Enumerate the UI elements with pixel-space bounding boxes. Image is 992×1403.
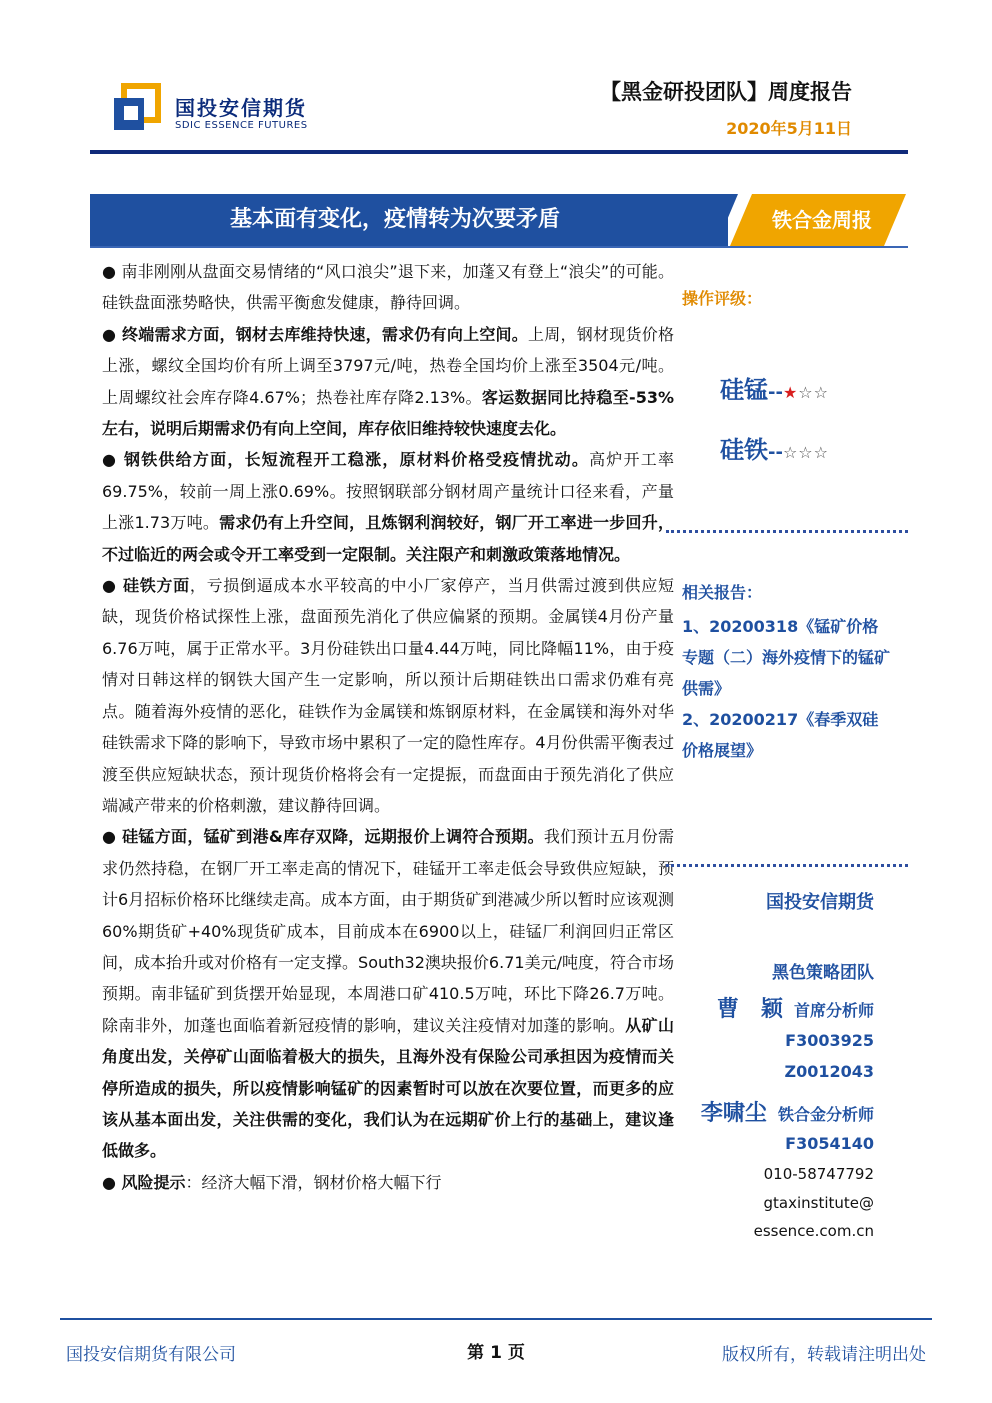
logo-en-text: SDIC ESSENCE FUTURES (175, 120, 308, 131)
risk-heading: ● 风险提示 (102, 1172, 186, 1192)
analyst-2 (701, 1096, 874, 1127)
report-body (102, 256, 674, 1198)
paragraph-demand (102, 319, 674, 445)
paragraph-silicomanganese (102, 821, 674, 1166)
product-dash: -- (768, 382, 783, 403)
report-date: 2020年5月11日 (726, 119, 852, 138)
silicomanganese-text: 我们预计五月份需求仍然持稳，在钢厂开工率走高的情况下，硅锰开工率走低会导致供应短缺，预计6月招标价格环比继续走高。成本方面，由于期货矿到港减少所以暂时应该观测60%期货矿+40%现货矿成本，目前成本在6900以上，硅锰厂利润回归正常区间，成本抬升或对价格有一定支撑。South32澳块报价6.71美元/吨度，符合市场预期。南非锰矿到货摆开始显现，本周港口矿410.5万吨，环比下降26.7万吨。除南非外，加蓬也面临着新冠疫情的影响，建议关注疫情对加蓬的影响。 (102, 827, 674, 1035)
banner-tag: 铁合金周报 (772, 208, 872, 232)
related-report-2[interactable]: 2、20200217《春季双硅价格展望》 (682, 710, 879, 760)
related-reports-heading: 相关报告： (682, 583, 763, 602)
contact-phone: 010-58747792 (763, 1165, 874, 1183)
ferrosilicon-heading: ● 硅铁方面 (102, 576, 190, 596)
risk-text: ：经济大幅下滑，钢材价格大幅下行 (185, 1172, 442, 1192)
company-logo (110, 82, 162, 134)
analyst-1-id1: F3003925 (785, 1031, 874, 1050)
product-name: 硅锰 (720, 376, 768, 404)
team-name: 黑色策略团队 (772, 963, 874, 983)
contact-email-line1[interactable]: gtaxinstitute@ (763, 1194, 874, 1212)
footer-copyright: 版权所有，转载请注明出处 (722, 1345, 926, 1365)
header-rule (90, 150, 908, 154)
demand-text: 上周，钢材现货价格上涨，螺纹全国均价有所上调至3797元/吨，热卷全国均价上涨至3504元/吨。上周螺纹社会库存降4.67%；热卷社库存降2.13%。 (102, 324, 674, 407)
footer-rule (60, 1318, 932, 1320)
analyst-1-id2: Z0012043 (784, 1062, 874, 1081)
supply-heading: ● 钢铁供给方面，长短流程开工稳涨，原材料价格受疫情扰动。 (102, 450, 590, 470)
report-title: 【黑金研投团队】周度报告 (600, 80, 852, 104)
silicomanganese-heading: ● 硅锰方面，锰矿到港&库存双降，远期报价上调符合预期。 (102, 827, 544, 847)
paragraph-risk (102, 1167, 674, 1198)
paragraph-ferrosilicon (102, 570, 674, 821)
analyst-1 (717, 992, 874, 1023)
analyst-2-id: F3054140 (785, 1134, 874, 1153)
analyst-1-name: 曹 颖 (716, 997, 783, 1022)
star-empty-icon: ☆☆ (798, 383, 829, 402)
rating-ferrosilicon (720, 430, 829, 465)
supply-conclusion: 需求仍有上升空间，且炼钢利润较好，钢厂开工率进一步回升，不过临近的两会或令开工率受到一定限制。关注限产和刺激政策落地情况。 (102, 513, 674, 564)
rating-label: 操作评级： (682, 289, 763, 308)
dotted-separator (666, 530, 908, 533)
star-empty-icon: ☆☆☆ (782, 443, 829, 462)
banner-underline (90, 246, 908, 248)
rating-silicomanganese (720, 370, 829, 405)
demand-conclusion: 客运数据同比持稳至-53%左右，说明后期需求仍有向上空间，库存依旧维持较快速度去化。 (102, 387, 674, 439)
product-name: 硅铁 (720, 436, 768, 464)
page-number: 第 1 页 (467, 1343, 525, 1363)
paragraph-supply (102, 444, 674, 570)
company-name: 国投安信期货 (766, 892, 874, 913)
silicomanganese-conclusion: 从矿山角度出发，关停矿山面临着极大的损失，且海外没有保险公司承担因为疫情而关停所造成的损失，所以疫情影响锰矿的因素暂时可以放在次要位置，而更多的应该从基本面出发，关注供需的变化，我们认为在远期矿价上行的基础上，建议逢低做多。 (102, 1015, 674, 1161)
analyst-2-title: 铁合金分析师 (777, 1105, 874, 1124)
ferrosilicon-text: ，亏损倒逼成本水平较高的中小厂家停产，当月供需过渡到供应短缺，现货价格试探性上涨，盘面预先消化了供应偏紧的预期。金属镁4月份产量6.76万吨，属于正常水平。3月份硅铁出口量4.44万吨，同比降幅11%，由于疫情对日韩这样的钢铁大国产生一定影响，所以预计后期硅铁出口需求仍难有亮点。随着海外疫情的恶化，硅铁作为金属镁和炼钢原材料，在金属镁和海外对华硅铁需求下降的影响下，导致市场中累积了一定的隐性库存。4月份供需平衡表过渡至供应短缺状态，预计现货价格将会有一定提振，而盘面由于预先消化了供应端减产带来的价格刺激，建议静待回调。 (102, 576, 674, 815)
product-dash: -- (768, 442, 783, 463)
analyst-2-name: 李啸尘 (700, 1101, 767, 1126)
dotted-separator (666, 864, 908, 867)
contact-email-line2[interactable]: essence.com.cn (753, 1222, 874, 1240)
demand-heading: ● 终端需求方面，钢材去库维持快速，需求仍有向上空间。 (102, 324, 529, 344)
analyst-1-title: 首席分析师 (793, 1001, 874, 1020)
footer-company: 国投安信期货有限公司 (66, 1345, 236, 1365)
supply-text: 高炉开工率69.75%，较前一周上涨0.69%。按照钢联部分钢材周产量统计口径来看，产量上涨1.73万吨。 (102, 450, 674, 533)
paragraph-summary: ● 南非刚刚从盘面交易情绪的“风口浪尖”退下来，加蓬又有登上“浪尖”的可能。硅铁盘面涨势略快，供需平衡愈发健康，静待回调。 (102, 262, 674, 313)
related-report-1[interactable]: 1、20200318《锰矿价格专题（二）海外疫情下的锰矿供需》 (682, 617, 891, 698)
banner-title: 基本面有变化，疫情转为次要矛盾 (229, 207, 560, 232)
star-filled-icon: ★ (782, 383, 799, 402)
logo-cn-text: 国投安信期货 (175, 96, 307, 120)
